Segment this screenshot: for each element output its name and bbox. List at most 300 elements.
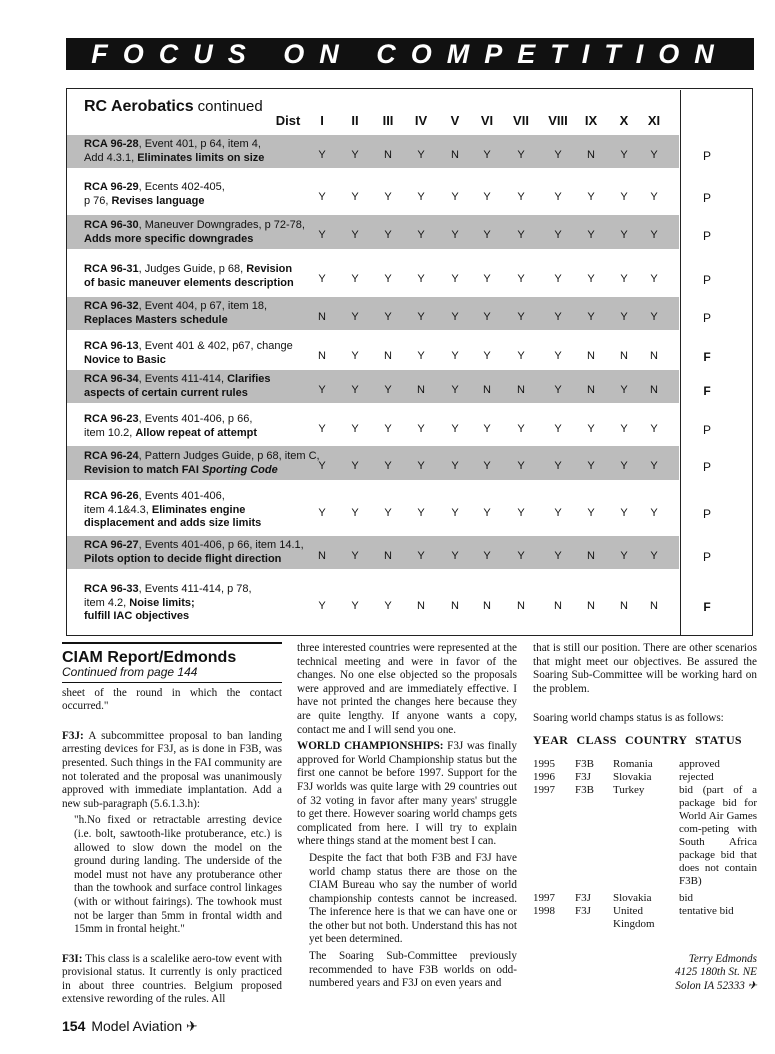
publication-title: Model Aviation ✈ [91,1018,198,1034]
vote-cell: Y [554,550,562,562]
vote-cell: N [451,149,459,161]
vote-cell: Y [351,350,359,362]
vote-cell: Y [384,311,392,323]
vote-cell: Y [351,191,359,203]
proposal-text: , Event 401, p 64, item 4, [138,138,261,150]
article-paragraph [297,852,517,947]
vote-cell: Y [620,149,628,161]
vote-cell: Y [587,273,595,285]
vote-cell: Y [351,507,359,519]
vote-cell: Y [318,600,326,612]
vote-table-title-suffix: continued [197,98,263,115]
vote-cell: Y [483,460,491,472]
vote-cell: Y [318,229,326,241]
vote-cell: Y [318,460,326,472]
proposal-text: item 4.1&4.3, [84,503,152,516]
paragraph-gap [533,699,757,709]
vote-cell: Y [384,600,392,612]
table-row [67,486,679,534]
vote-cell: Y [483,423,491,435]
vote-cell: Y [417,550,425,562]
vote-cell: Y [417,423,425,435]
proposal-text-bold: Revision to match FAI [84,463,202,476]
championship-year: 1997 [533,783,555,796]
proposal-text-bold: Pilots option to decide flight direction [84,552,282,565]
vote-cell: Y [650,149,658,161]
vote-cell: N [650,350,658,362]
vote-cell: Y [650,423,658,435]
paragraph-text: three interested countries were represented at the technical meeting and were in favor of the changes. No one else objected so the proposals were approved and are immediately effective. I have not printed the changes here because they are quite lengthy. If anyone wants a copy, contact me and I will send you one. [297,642,517,736]
vote-cell: Y [517,507,525,519]
vote-cell: Y [650,229,658,241]
paragraph-gap [62,940,282,950]
vote-cell: Y [483,350,491,362]
vote-cell: Y [587,460,595,472]
proposal-description [84,300,329,327]
championship-country: Turkey [613,783,645,796]
article-column-1-body [62,687,282,1007]
proposal-text: item 4.2, [84,596,130,609]
vote-cell: Y [650,460,658,472]
table-row [67,446,679,480]
championship-row [533,905,757,931]
article-paragraph [62,687,282,714]
championship-country: Romania [613,757,653,770]
championship-class: F3B [575,757,594,770]
championship-year: 1997 [533,891,555,904]
vote-cell: Y [554,350,562,362]
paragraph-text: that is still our position. There are other scenarios that might meet our objectives. Be assured the Soaring Sub-Committee will be working hard on the problem. [533,642,757,695]
paragraph-text: sheet of the round in which the contact occurred." [62,686,282,713]
vote-cell: Y [318,191,326,203]
vote-cell: N [587,550,595,562]
proposal-text-bold: fulfill IAC objectives [84,610,190,622]
proposal-line [84,490,329,504]
vote-cell: N [620,350,628,362]
article-paragraph [62,730,282,812]
proposal-text: , Events 401-406, [138,490,225,502]
vote-cell: Y [451,384,459,396]
section-banner: FOCUS ON COMPETITION [66,38,754,70]
proposal-text: p 76, [84,194,112,207]
proposal-text-bold: Revision [246,263,293,275]
result-cell: P [702,229,711,243]
vote-cell: Y [483,191,491,203]
championship-class: F3J [575,904,591,917]
proposal-line [84,263,329,277]
paragraph-text: The Soaring Sub-Committee previously recommended to have F3B worlds on odd-numbered years and F3J on even years and [309,950,517,990]
vote-cell: Y [351,460,359,472]
vote-cell: Y [483,550,491,562]
proposal-text: , Event 401 & 402, p67, change [138,340,293,352]
proposal-text-bold: of basic maneuver elements description [84,276,294,289]
vote-cell: N [620,600,628,612]
vote-cell: Y [351,384,359,396]
vote-cell: Y [384,507,392,519]
vote-cell: N [650,600,658,612]
result-cell: P [702,507,711,521]
vote-cell: Y [517,229,525,241]
article-column-2 [297,642,517,994]
proposal-text-bold: Adds more specific downgrades [84,232,254,245]
article-column-3 [533,642,757,993]
proposal-line [84,427,329,441]
championship-table-heading: YEAR CLASS COUNTRY STATUS [533,732,742,747]
vote-cell: Y [620,384,628,396]
proposal-text-bold: RCA 96-30 [84,219,139,231]
signature-line: Solon IA 52333 ✈ [675,979,757,992]
vote-cell: Y [587,191,595,203]
article-paragraph [297,642,517,737]
vote-cell: Y [620,460,628,472]
vote-cell: Y [451,350,459,362]
article-paragraph [297,740,517,849]
proposal-text-bold: RCA 96-27 [84,539,139,551]
proposal-line [84,314,329,328]
vote-cell: Y [351,550,359,562]
vote-cell: Y [351,311,359,323]
proposal-text: item 10.2, [84,426,136,439]
proposal-description [84,490,329,531]
proposal-text: , Judges Guide, p 68, [138,263,247,275]
vote-cell: Y [384,423,392,435]
proposal-line [84,181,329,195]
vote-cell: N [483,384,491,396]
result-cell: F [703,384,711,398]
proposal-description [84,373,329,400]
championship-country: Slovakia [613,891,652,904]
article-continued-note: Continued from page 144 [62,666,282,683]
championship-status: rejected [679,770,714,783]
table-row [67,256,679,296]
proposal-description [84,539,329,566]
proposal-text: , Maneuver Downgrades, p 72-78, [138,219,305,231]
vote-cell: Y [417,229,425,241]
vote-table-title [84,98,263,116]
proposal-text-bold: RCA 96-32 [84,300,139,312]
proposal-line [84,517,329,531]
table-row [67,336,679,370]
championship-status: bid [679,891,694,904]
vote-cell: N [517,384,525,396]
paragraph-runin-head: F3J: [62,729,84,742]
vote-cell: Y [517,191,525,203]
vote-cell: Y [384,229,392,241]
result-cell: F [703,350,711,364]
vote-cell: N [384,149,392,161]
vote-cell: Y [417,507,425,519]
vote-cell: Y [620,311,628,323]
proposal-text-bold: aspects of certain current rules [84,386,248,399]
article-column-1 [62,642,282,1010]
championship-country: United Kingdom [613,904,655,930]
championship-table [533,758,757,931]
championship-class: F3J [575,891,591,904]
page-number: 154 [62,1018,86,1034]
proposal-text-bold: RCA 96-28 [84,138,139,150]
vote-cell: Y [384,460,392,472]
proposal-line [84,464,329,478]
proposal-description [84,340,329,367]
vote-cell: Y [417,191,425,203]
result-cell: P [702,423,711,437]
proposal-text: , Pattern Judges Guide, p 68, item C, [138,450,320,462]
column-head-district: VIII [548,113,568,128]
result-column-divider [680,90,681,636]
proposal-text-bold: RCA 96-33 [84,583,139,595]
vote-cell: Y [483,311,491,323]
championship-row [533,888,757,905]
championship-row [533,758,757,771]
vote-cell: Y [351,273,359,285]
proposal-text-bold: Eliminates engine [151,503,246,516]
article-paragraph [533,642,757,696]
vote-cell: Y [451,273,459,285]
result-cell: F [703,600,711,614]
vote-cell: Y [554,149,562,161]
vote-cell: N [554,600,562,612]
proposal-line [84,277,329,291]
vote-cell: Y [554,311,562,323]
proposal-text: , Events 401-406, p 66, item 14.1, [138,539,304,551]
table-row [67,407,679,445]
vote-cell: Y [650,273,658,285]
proposal-text-bold: displacement and adds size limits [84,517,262,529]
vote-cell: N [587,600,595,612]
paragraph-gap [62,717,282,727]
proposal-text: , Events 411-414, p 78, [138,583,252,595]
paragraph-text: "h.No fixed or retractable arresting device (i.e. bolt, sawtooth-like protuberance, etc.) is allowed to slow down the model on the ground during landing. The underside of the model must not have any protuberance other than the towhook and surface control linkages (with or without fairings). The towhook must not be larger than 5mm in frontal width and 15mm in frontal height." [74,814,282,936]
proposal-text: Add 4.3.1, [84,151,138,164]
column-head-district: I [320,113,324,128]
vote-cell: Y [650,507,658,519]
article-paragraph [62,953,282,1007]
proposal-text: , Ecents 402-405, [138,181,225,193]
table-row [67,215,679,249]
result-cell: P [702,149,711,163]
paragraph-text: Soaring world champs status is as follows: [533,712,724,725]
column-head-district: VII [513,113,529,128]
vote-cell: Y [451,229,459,241]
vote-cell: Y [351,423,359,435]
article-paragraph [533,712,757,726]
championship-status: bid (part of a package bid for World Air Games com-peting with South Africa package bid that does not contain F3B) [679,783,757,887]
vote-cell: Y [384,384,392,396]
proposal-description [84,413,329,440]
paragraph-text: Despite the fact that both F3B and F3J have world champ status there are those on the CIAM Bureau who say the number of world championship contests cannot be increased. The inference here is that we can have one or the other but not both. Understand this has not yet been determined. [309,851,517,946]
proposal-line [84,553,329,567]
vote-cell: Y [587,311,595,323]
vote-cell: Y [517,350,525,362]
proposal-line [84,450,329,464]
vote-cell: Y [650,550,658,562]
proposal-text-bold: Clarifies [227,373,271,385]
proposal-description [84,138,329,165]
championship-year: 1995 [533,757,555,770]
table-row [67,174,679,214]
column-head-dist: Dist [275,113,301,128]
proposal-line [84,597,329,611]
vote-cell: Y [351,600,359,612]
proposal-line [84,387,329,401]
proposal-text-bold: RCA 96-31 [84,263,139,275]
vote-cell: Y [620,550,628,562]
proposal-description [84,263,329,290]
vote-cell: Y [620,273,628,285]
vote-cell: Y [318,423,326,435]
proposal-text-bold: Eliminates limits on size [137,151,265,164]
vote-cell: Y [384,273,392,285]
proposal-line [84,373,329,387]
championship-country: Slovakia [613,770,652,783]
proposal-line [84,195,329,209]
column-head-district: IV [414,113,428,128]
vote-cell: Y [650,311,658,323]
table-row [67,135,679,168]
vote-cell: Y [417,311,425,323]
proposal-text-bold: Allow repeat of attempt [135,426,257,439]
proposal-line [84,583,329,597]
proposal-description [84,583,329,624]
paragraph-text: A subcommittee proposal to ban landing arresting devices for F3J, as is done in F3B, was presented. Such things in the FAI community are not tolerated and the proposal was unanimously approved with immediate implantation. Add a new sub-paragraph (5.6.1.3.h): [62,729,282,810]
proposal-line [84,340,329,354]
vote-cell: N [384,550,392,562]
vote-cell: Y [517,423,525,435]
vote-cell: Y [351,229,359,241]
proposal-text-bold: RCA 96-13 [84,340,139,352]
vote-table-title-main: RC Aerobatics [84,98,194,115]
article-column-3-body [533,642,757,726]
vote-cell: N [587,384,595,396]
paragraph-runin-head: F3I: [62,952,83,965]
article-paragraph [297,950,517,991]
vote-cell: Y [318,149,326,161]
proposal-line [84,138,329,152]
vote-cell: N [318,311,326,323]
vote-cell: Y [451,191,459,203]
result-cell: P [702,273,711,287]
championship-status: tentative bid [679,904,734,917]
vote-cell: N [587,350,595,362]
proposal-text-bold: Revises language [111,194,205,207]
vote-cell: N [384,350,392,362]
proposal-text: , Event 404, p 67, item 18, [138,300,268,312]
vote-cell: N [650,384,658,396]
article-heading: CIAM Report/Edmonds [62,642,282,666]
vote-cell: Y [620,229,628,241]
vote-cell: N [417,600,425,612]
table-row [67,297,679,330]
vote-cell: Y [417,350,425,362]
vote-cell: Y [517,149,525,161]
championship-row [533,771,757,784]
author-signature [533,953,757,994]
proposal-text-bold: RCA 96-23 [84,413,139,425]
vote-cell: Y [318,384,326,396]
vote-cell: Y [451,550,459,562]
signature-line: Terry Edmonds [688,952,757,965]
vote-cell: Y [417,273,425,285]
page-footer [62,1018,198,1035]
proposal-description [84,450,329,477]
proposal-text-bold: RCA 96-24 [84,450,139,462]
championship-class: F3B [575,783,594,796]
proposal-text-bold: RCA 96-34 [84,373,139,385]
column-head-district: XI [647,113,661,128]
proposal-text-bold-italic: Sporting Code [201,463,278,476]
vote-cell: Y [554,507,562,519]
vote-cell: N [417,384,425,396]
vote-cell: Y [554,384,562,396]
paragraph-text: This class is a scalelike aero-tow event with provisional status. It currently is only practiced in about three countries. Belgium proposed extensive rewording of the rules. All [62,952,282,1006]
vote-cell: Y [620,191,628,203]
proposal-line [84,233,329,247]
vote-cell: N [318,350,326,362]
vote-cell: Y [620,423,628,435]
column-head-district: V [450,113,460,128]
column-head-district: VI [480,113,494,128]
proposal-text: , Events 411-414, [138,373,228,385]
proposal-line [84,413,329,427]
vote-cell: Y [451,507,459,519]
vote-cell: Y [554,460,562,472]
signature-line: 4125 180th St. NE [674,966,757,979]
vote-cell: Y [587,229,595,241]
vote-cell: Y [517,311,525,323]
proposal-line [84,610,329,624]
proposal-line [84,539,329,553]
vote-cell: N [483,600,491,612]
championship-year: 1998 [533,904,555,917]
vote-cell: Y [650,191,658,203]
vote-cell: Y [451,460,459,472]
proposal-text-bold: Noise limits; [129,596,195,609]
result-cell: P [702,460,711,474]
proposal-text-bold: Novice to Basic [84,353,166,366]
vote-cell: Y [483,273,491,285]
proposal-text-bold: RCA 96-26 [84,490,139,502]
vote-cell: Y [554,273,562,285]
vote-cell: Y [554,191,562,203]
proposal-text-bold: RCA 96-29 [84,181,139,193]
proposal-description [84,219,329,246]
proposal-line [84,219,329,233]
vote-cell: Y [554,229,562,241]
table-row [67,575,679,631]
proposal-line [84,354,329,368]
result-cell: P [702,191,711,205]
vote-cell: Y [483,149,491,161]
championship-class: F3J [575,770,591,783]
vote-cell: Y [417,460,425,472]
paragraph-text: F3J was finally approved for World Championship status but the first one cannot be before 1997. Support for the F3J worlds was quite large with 29 countries out of 32 voting in favor after many years' struggle to get there. However soaring world champs gets complicated from here. I will try to explain where things stand at the moment best I can. [297,740,517,848]
result-cell: P [702,311,711,325]
column-head-district: IX [584,113,598,128]
vote-cell: Y [451,423,459,435]
vote-cell: Y [587,423,595,435]
proposal-line [84,300,329,314]
table-row [67,536,679,569]
column-head-district: X [619,113,629,128]
championship-row [533,784,757,888]
vote-cell: Y [587,507,595,519]
article-column-2-body [297,642,517,991]
vote-cell: N [318,550,326,562]
vote-cell: Y [483,229,491,241]
proposal-description [84,181,329,208]
column-head-district: III [382,113,394,128]
vote-cell: Y [451,311,459,323]
